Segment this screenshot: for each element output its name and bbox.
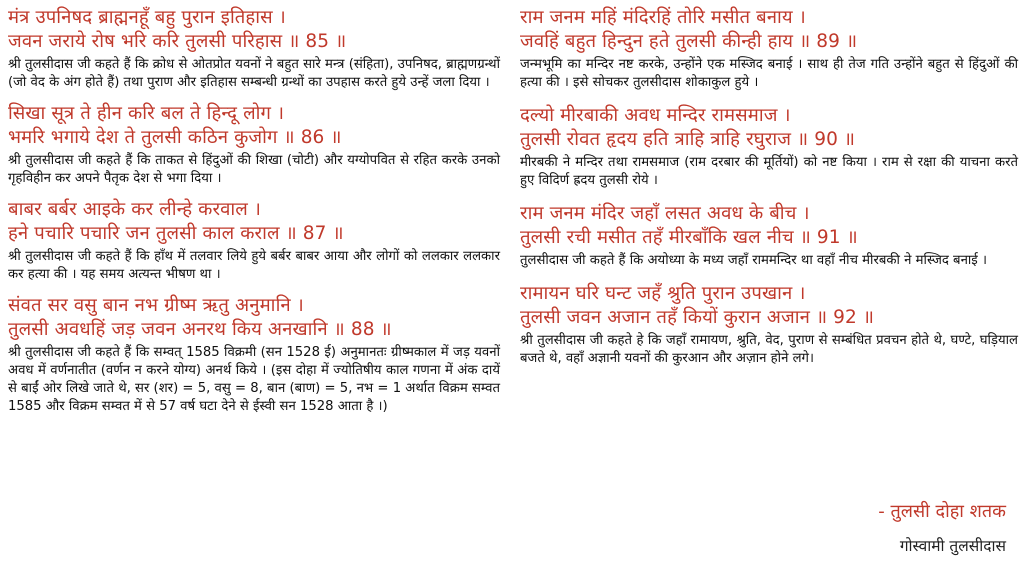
verse-line-2: जवन जराये रोष भरि करि तुलसी परिहास ॥ 85 ॥: [8, 31, 347, 52]
verse-explanation: श्री तुलसीदास जी कहते हैं कि हाँथ में तलवार लिये हुये बर्बर बाबर आया और लोगों को ललकार ललकार कर हत्या की । यह समय अत्यन्त भीषण था ।: [8, 249, 500, 282]
verse-explanation: श्री तुलसीदास जी कहते हे कि जहाँ रामायण, श्रुति, वेद, पुराण से सम्बंधित प्रवचन होते थे, घण्टे, घड़ियाल बजते थे, वहाँ अज्ञानी यवनों की कुरआन और अज़ान होने लगे।: [520, 333, 1018, 366]
verse-explanation: मीरबकी ने मन्दिर तथा रामसमाज (राम दरबार की मूर्तियों) को नष्ट किया । राम से रक्षा की याचना करते हुए विदिर्ण ह्रदय तुलसी रोये ।: [520, 155, 1018, 188]
verse-line-1: मंत्र उपनिषद ब्राह्मनहूँ बहु पुरान इतिहास ।: [8, 7, 286, 28]
right-column: [520, 6, 1018, 368]
doha-92: [520, 282, 1018, 368]
verse-line-2: तुलसी रची मसीत तहँ मीरबाँकि खल नीच ॥ 91 ॥: [520, 227, 858, 248]
verse-line-1: संवत सर वसु बान नभ ग्रीष्म ऋतु अनुमानि ।: [8, 295, 304, 316]
verse-line-1: सिखा सूत्र ते हीन करि बल ते हिन्दू लोग ।: [8, 103, 285, 124]
verse-line-1: बाबर बर्बर आइके कर लीन्हे करवाल ।: [8, 199, 262, 220]
verse-line-2: भमरि भगाये देश ते तुलसी कठिन कुजोग ॥ 86 ॥: [8, 127, 342, 148]
verse-explanation: श्री तुलसीदास जी कहते हैं कि क्रोध से ओतप्रोत यवनों ने बहुत सारे मन्त्र (संहिता), उपनिषद, ब्राह्मणग्रन्थों (जो वेद के अंग होते हैं) तथा पुराण और इतिहास सम्बन्धी ग्रन्थों का उपहास करते हुये उन्हें जला दिया ।: [8, 57, 500, 90]
verse-line-2: तुलसी अवधहिं जड़ जवन अनरथ किय अनखानि ॥ 88 ॥: [8, 319, 392, 340]
signature-author: गोस्वामी तुलसीदास: [899, 537, 1006, 555]
doha-87: [8, 198, 500, 284]
verse-explanation: तुलसीदास जी कहते हैं कि अयोध्या के मध्य जहाँ राममन्दिर था वहाँ नीच मीरबकी ने मस्जिद बनाई ।: [520, 253, 987, 268]
verse-line-2: तुलसी रोवत हृदय हति त्राहि त्राहि रघुराज ॥ 90 ॥: [520, 129, 856, 150]
verse-line-2: हने पचारि पचारि जन तुलसी काल कराल ॥ 87 ॥: [8, 223, 344, 244]
doha-88: [8, 294, 500, 416]
left-column: [8, 6, 500, 416]
verse-explanation: श्री तुलसीदास जी कहते हैं कि सम्वत् 1585 विक्रमी (सन 1528 ई) अनुमानतः ग्रीष्मकाल में जड़ यवनों अवध में वर्णनातीत (वर्णन न करने योग्य) अनर्थ किये । (इस दोहा में ज्योतिषीय काल गणना में अंक दायें से बाईं ओर लिखे जाते थे, सर (शर) = 5, वसु = 8, बान (बाण) = 5, नभ = 1 अर्थात विक्रम सम्वत 1585 और विक्रम सम्वत में से 57 वर्ष घटा देने से ईस्वी सन 1528 आता है ।): [8, 345, 500, 414]
doha-91: [520, 202, 1018, 270]
verse-explanation: जन्मभूमि का मन्दिर नष्ट करके, उन्होंने एक मस्जिद बनाई । साथ ही तेज गति उन्होंने बहुत से हिंदुओं की हत्या की । इसे सोचकर तुलसीदास शोकाकुल हुये ।: [520, 57, 1018, 90]
verse-line-1: दल्यो मीरबाकी अवध मन्दिर रामसमाज ।: [520, 105, 791, 126]
verse-line-2: जवहिं बहुत हिन्दुन हते तुलसी कीन्ही हाय ॥ 89 ॥: [520, 31, 858, 52]
verse-line-1: राम जनम महिं मंदिरहिं तोरि मसीत बनाय ।: [520, 7, 806, 28]
verse-line-1: रामायन घरि घन्ट जहँ श्रुति पुरान उपखान ।: [520, 283, 806, 304]
doha-86: [8, 102, 500, 188]
doha-85: [8, 6, 500, 92]
signature-title: - तुलसी दोहा शतक: [878, 501, 1006, 522]
doha-90: [520, 104, 1018, 190]
verse-line-2: तुलसी जवन अजान तहँ कियों कुरान अजान ॥ 92 ॥: [520, 307, 875, 328]
verse-line-1: राम जनम मंदिर जहाँ लसत अवध के बीच ।: [520, 203, 810, 224]
verse-explanation: श्री तुलसीदास जी कहते हैं कि ताकत से हिंदुओं की शिखा (चोटी) और यग्योपवित से रहित करके उनको गृहविहीन कर अपने पैतृक देश से भगा दिया ।: [8, 153, 500, 186]
doha-89: [520, 6, 1018, 92]
